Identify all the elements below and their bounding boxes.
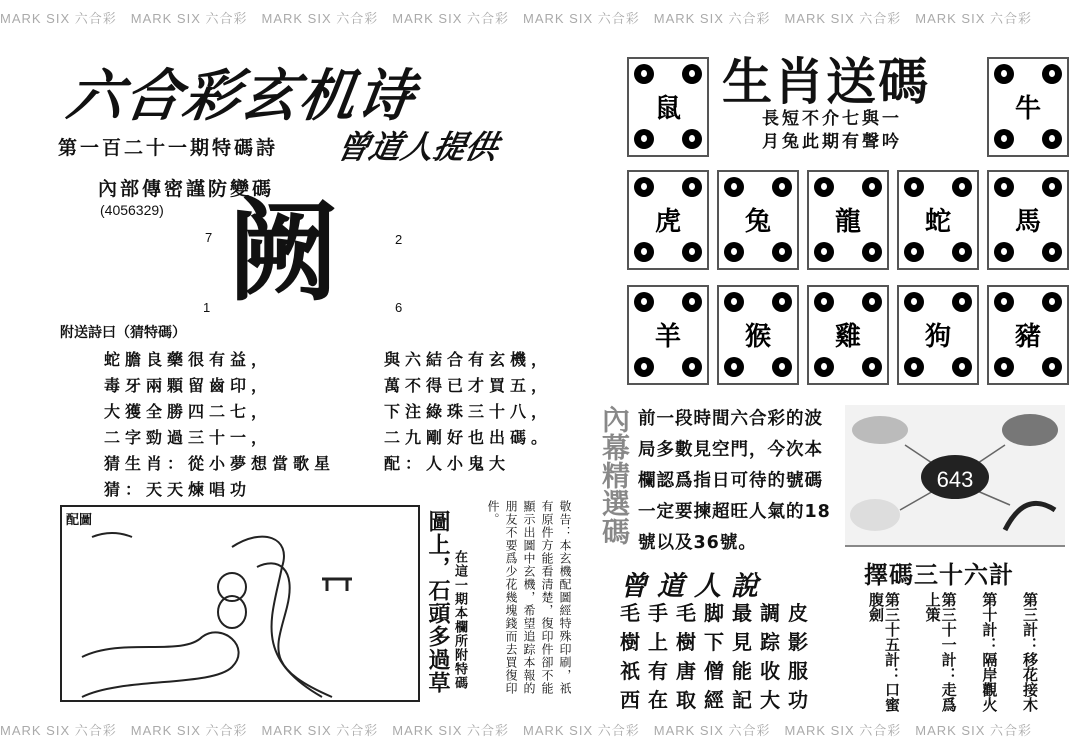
number-ball <box>862 242 882 262</box>
strategy-item: 第三十五計：口蜜腹劍 <box>867 592 901 712</box>
poem-line: 與六結合有玄機， <box>384 350 553 369</box>
number-ball <box>814 292 834 312</box>
zodiac-card-dog <box>897 285 979 385</box>
number-ball <box>952 357 972 377</box>
saying <box>620 599 816 715</box>
number-ball <box>904 177 924 197</box>
number-ball <box>634 242 654 262</box>
tiger-icon: 虎 <box>654 206 681 237</box>
strategy-title: 擇碼三十六計 <box>864 561 1014 589</box>
zodiac-card-goat <box>627 285 709 385</box>
watermark-text: MARK SIX 六合彩 <box>915 11 1032 26</box>
secret-line: 內部傳密謹防變碼 <box>98 178 275 200</box>
zodiac-card-horse <box>987 170 1069 270</box>
poem-line: 萬不得已才買五， <box>384 376 553 395</box>
number-ball <box>724 292 744 312</box>
number-ball <box>994 357 1014 377</box>
watermark-text: MARK SIX 六合彩 <box>392 11 509 26</box>
number-ball <box>1042 177 1062 197</box>
watermark-text: MARK SIX 六合彩 <box>523 11 640 26</box>
paragraph-line: 前一段時間六合彩的波 <box>638 409 823 429</box>
watermark-text: MARK SIX 六合彩 <box>130 11 248 26</box>
watermark-text: MARK SIX 六合彩 <box>653 11 771 26</box>
poem-line: 二九剛好也出碼。 <box>384 428 553 447</box>
rooster-icon: 雞 <box>834 321 861 352</box>
poem-heading: 附送詩曰（猜特碼） <box>60 325 186 341</box>
number-ball <box>814 242 834 262</box>
number-ball <box>952 242 972 262</box>
number: 2 <box>395 232 403 247</box>
zodiac-card-pig <box>987 285 1069 385</box>
zodiac-title: 生肖送碼 <box>722 53 930 111</box>
number-ball <box>682 292 702 312</box>
big-riddle-char: 阙 <box>228 188 338 316</box>
cartoon-illustration <box>62 507 418 700</box>
watermark-text: MARK SIX 六合彩 <box>261 723 379 738</box>
top-watermark <box>0 8 1080 30</box>
number-ball <box>682 357 702 377</box>
dog-icon: 狗 <box>924 321 951 352</box>
number-ball <box>862 292 882 312</box>
watermark-text: MARK SIX 六合彩 <box>653 723 771 738</box>
number-ball <box>814 177 834 197</box>
number-ball <box>862 357 882 377</box>
poem-right <box>384 347 552 477</box>
rabbit-icon: 兔 <box>744 206 771 237</box>
saying-line: 祇有唐僧能收服 <box>620 659 816 683</box>
poem-line: 蛇膽良藥很有益， <box>104 350 273 369</box>
figure-label: 配圖 <box>66 513 93 528</box>
number-ball <box>682 129 702 149</box>
number-ball <box>814 357 834 377</box>
code: (4056329) <box>100 202 164 218</box>
number: 7 <box>205 230 213 245</box>
verse-line: 長短不介七與一 <box>762 109 902 129</box>
dragon-icon: 龍 <box>834 206 861 237</box>
number-ball <box>724 177 744 197</box>
poem-line: 大獲全勝四二七， <box>104 402 273 421</box>
poem-left <box>104 347 335 503</box>
watermark-text: MARK SIX 六合彩 <box>392 723 509 738</box>
prediction-paragraph <box>638 404 831 559</box>
number-ball <box>862 177 882 197</box>
paragraph-line: 號以及36號。 <box>638 533 757 553</box>
watermark-text: MARK SIX 六合彩 <box>523 723 640 738</box>
number-ball <box>682 242 702 262</box>
number-ball <box>724 242 744 262</box>
poem-line: 下注綠珠三十八， <box>384 402 553 421</box>
strategy-item: 第三十一計：走爲上策 <box>923 592 958 712</box>
number-ball <box>772 242 792 262</box>
number-ball <box>904 357 924 377</box>
number-ball <box>952 177 972 197</box>
watermark-text: MARK SIX 六合彩 <box>784 723 902 738</box>
number-ball <box>772 357 792 377</box>
number-ball <box>634 177 654 197</box>
paragraph-line: 一定要揀超旺人氣的18 <box>638 502 831 522</box>
number-ball <box>994 129 1014 149</box>
paragraph-line: 局多數見空門，今次本 <box>638 440 823 460</box>
bottom-watermark <box>0 720 1080 742</box>
monkey-icon: 猴 <box>744 321 771 352</box>
lucky-number: 643 <box>936 467 974 492</box>
number-ball <box>904 242 924 262</box>
number-ball <box>994 177 1014 197</box>
number: 1 <box>203 300 211 315</box>
watermark-text: MARK SIX 六合彩 <box>130 723 248 738</box>
zodiac-card-rooster <box>807 285 889 385</box>
saying-line: 樹上樹下見踪影 <box>620 630 816 654</box>
poem-line: 猜生肖：從小夢想當歌星 <box>104 454 336 473</box>
strategy-item: 第三計：移花接木 <box>1020 592 1039 712</box>
poem-line: 毒牙兩顆留齒印， <box>104 376 273 395</box>
poem-line: 猜：天天煉唱功 <box>104 480 252 499</box>
poem-line: 配：人小鬼大 <box>384 454 511 473</box>
number-ball <box>634 129 654 149</box>
watermark-text: MARK SIX 六合彩 <box>784 11 902 26</box>
number-ball <box>634 292 654 312</box>
number-ball <box>682 64 702 84</box>
snake-icon: 蛇 <box>924 206 951 237</box>
number-ball <box>952 292 972 312</box>
zodiac-card-dragon <box>807 170 889 270</box>
rat-icon: 鼠 <box>654 93 681 124</box>
notice: 敬告：本玄機配圖經特殊印刷，祇有原件方能看清楚，復印件卻不能顯示出圖中玄機，希望追踪本報的朋友不要爲少花幾塊錢而去買復印件。 <box>486 500 572 695</box>
number-ball <box>772 292 792 312</box>
horse-icon: 馬 <box>1014 206 1041 237</box>
number-ball <box>772 177 792 197</box>
goat-icon: 羊 <box>654 321 681 352</box>
saying-line: 西在取經記大功 <box>620 688 816 712</box>
number-ball <box>1042 129 1062 149</box>
watermark-text: MARK SIX 六合彩 <box>915 723 1032 738</box>
zodiac-card-rat <box>627 57 709 157</box>
poem-line: 二字勁過三十一， <box>104 428 273 447</box>
number-ball <box>904 292 924 312</box>
watermark-text: MARK SIX 六合彩 <box>0 723 117 738</box>
page-title: 六合彩玄机诗 <box>62 64 420 129</box>
number-ball <box>1042 242 1062 262</box>
figure-note: 在這一期本欄所附特碼 <box>452 550 467 690</box>
verse-line: 月兔此期有聲吟 <box>762 132 902 152</box>
number-ball <box>994 64 1014 84</box>
pig-icon: 豬 <box>1014 321 1041 352</box>
strategy-item: 第十計：隔岸觀火 <box>980 592 999 712</box>
zodiac-card-ox <box>987 57 1069 157</box>
issue-title: 第一百二十一期特碼詩 <box>58 137 279 159</box>
number-ball <box>634 357 654 377</box>
number-ball <box>724 357 744 377</box>
number: 6 <box>395 300 403 315</box>
ox-icon: 牛 <box>1014 93 1041 124</box>
number-ball <box>994 292 1014 312</box>
figure-caption: 圖上，石頭多過草 <box>425 510 450 694</box>
zodiac-card-snake <box>897 170 979 270</box>
number-ball <box>994 242 1014 262</box>
zodiac-card-tiger <box>627 170 709 270</box>
zodiac-verse <box>762 108 902 154</box>
number-ball <box>1042 64 1062 84</box>
watermark-text: MARK SIX 六合彩 <box>0 11 117 26</box>
number-ball <box>634 64 654 84</box>
saying-title: 曾道人說 <box>620 571 768 602</box>
watermark-text: MARK SIX 六合彩 <box>261 11 379 26</box>
strategy-columns <box>868 592 1038 714</box>
number-ball <box>1042 357 1062 377</box>
number-ball <box>1042 292 1062 312</box>
zodiac-card-rabbit <box>717 170 799 270</box>
zodiac-image <box>845 405 1065 547</box>
provider-title: 曾道人提供 <box>333 128 502 166</box>
riddle-figure <box>60 505 420 702</box>
number-ball <box>682 177 702 197</box>
zodiac-card-monkey <box>717 285 799 385</box>
paragraph-line: 欄認爲指日可待的號碼 <box>638 471 823 491</box>
saying-line: 毛手毛脚最調皮 <box>620 601 816 625</box>
side-label: 內幕精選碼 <box>598 405 631 545</box>
